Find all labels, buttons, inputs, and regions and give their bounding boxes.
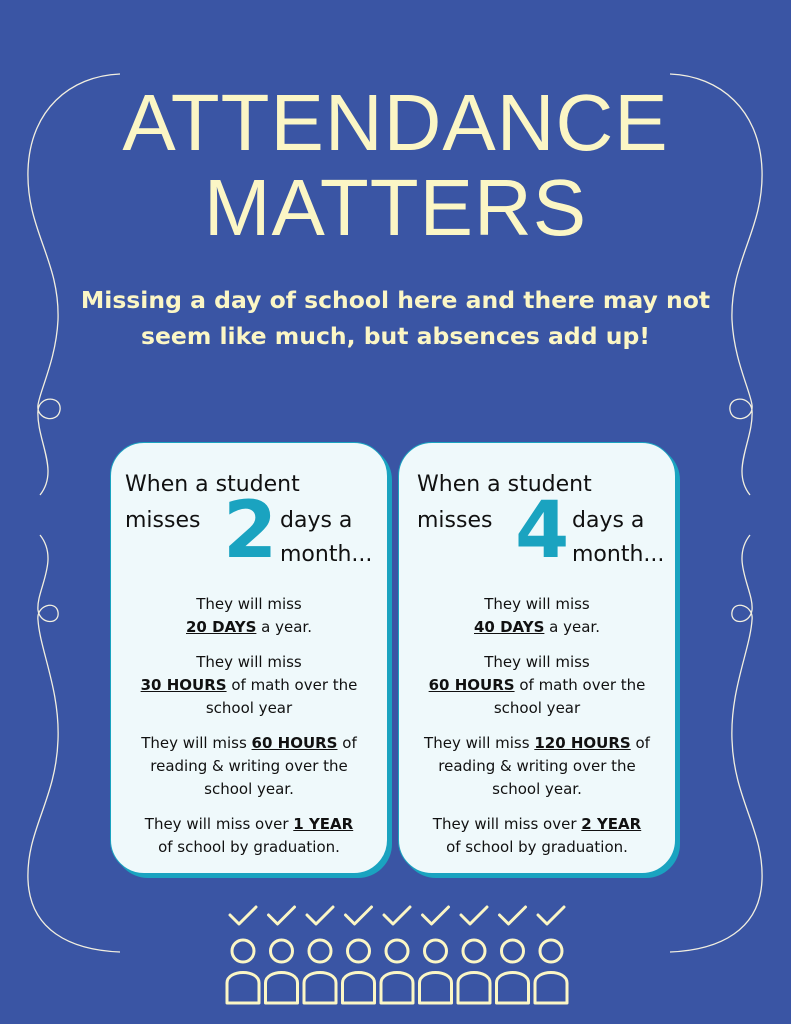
checked-student-icon (381, 907, 413, 1003)
fact-strong: 120 HOURS (534, 734, 631, 752)
fact-pre: They will miss (141, 734, 247, 752)
fact-strong: 60 HOURS (251, 734, 338, 752)
card-lead-1: When a student (417, 472, 592, 497)
facts-list (111, 593, 387, 871)
fact-pre: They will miss (424, 734, 530, 752)
fact-post: of math over the school year (493, 676, 646, 717)
info-card-4-days (398, 442, 676, 874)
card-lead-4: month... (280, 542, 373, 567)
fact-post: of math over the school year (205, 676, 358, 717)
title-line-2: MATTERS (203, 163, 588, 252)
fact-pre: They will miss (484, 595, 590, 613)
card-heading (125, 463, 395, 576)
swirl-line-icon (670, 535, 762, 952)
fact-item (111, 593, 387, 639)
card-lead-2: misses (125, 508, 201, 533)
fact-post: of school by graduation. (446, 838, 628, 856)
title-line-1: ATTENDANCE (122, 78, 669, 167)
checked-student-icon (343, 907, 375, 1003)
students-row (222, 905, 572, 1015)
fact-strong: 40 DAYS (474, 618, 545, 636)
checked-student-icon (304, 907, 336, 1003)
fact-item (111, 651, 387, 720)
fact-pre: They will miss (196, 653, 302, 671)
checked-student-icon (420, 907, 452, 1003)
fact-pre: They will miss (196, 595, 302, 613)
checked-student-icon (497, 907, 529, 1003)
info-card-2-days (110, 442, 388, 874)
card-lead-2: misses (417, 508, 493, 533)
card-lead-3: days a (572, 508, 645, 533)
fact-post: a year. (261, 618, 312, 636)
fact-post: of school by graduation. (158, 838, 340, 856)
fact-item (399, 651, 675, 720)
fact-pre: They will miss over (432, 815, 577, 833)
subtitle: Missing a day of school here and there may not seem like much, but absences add up! (80, 286, 711, 350)
fact-post: a year. (549, 618, 600, 636)
card-heading (417, 463, 687, 576)
checked-student-icon (535, 907, 567, 1003)
checked-student-icon (227, 907, 259, 1003)
card-lead-3: days a (280, 508, 353, 533)
fact-pre: They will miss over (144, 815, 289, 833)
fact-strong: 20 DAYS (186, 618, 257, 636)
fact-item (399, 593, 675, 639)
fact-strong: 30 HOURS (140, 676, 227, 694)
days-number: 2 (223, 486, 278, 576)
days-number: 4 (515, 486, 570, 576)
fact-strong: 2 YEAR (581, 815, 642, 833)
fact-strong: 1 YEAR (293, 815, 354, 833)
checked-student-icon (266, 907, 298, 1003)
facts-list (399, 593, 675, 871)
fact-item (399, 732, 675, 801)
fact-item (111, 813, 387, 859)
fact-item (111, 732, 387, 801)
card-lead-4: month... (572, 542, 665, 567)
fact-strong: 60 HOURS (428, 676, 515, 694)
checked-student-icon (458, 907, 490, 1003)
fact-post: of reading & writing over the school year. (438, 734, 650, 798)
swirl-line-icon (28, 535, 120, 952)
fact-post: of reading & writing over the school year. (150, 734, 357, 798)
card-lead-1: When a student (125, 472, 300, 497)
fact-pre: They will miss (484, 653, 590, 671)
fact-item (399, 813, 675, 859)
